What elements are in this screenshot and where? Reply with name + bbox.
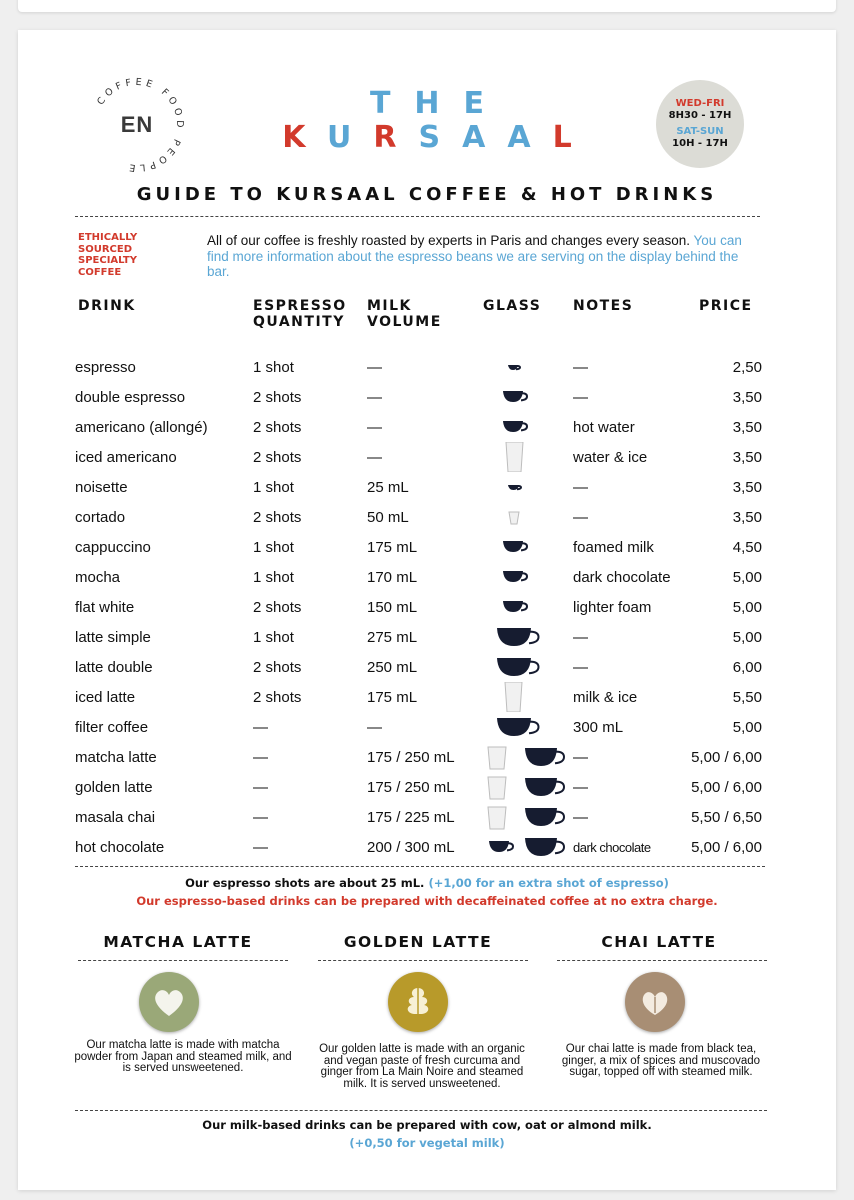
milk-volume: — xyxy=(367,359,382,376)
intro-main: All of our coffee is freshly roasted by experts in Paris and changes every season. xyxy=(207,233,691,248)
drink-price: 5,50 / 6,50 xyxy=(691,809,762,826)
table-row xyxy=(0,772,854,802)
ethically-line: ETHICALLY xyxy=(78,232,138,243)
header-espresso-line: QUANTITY xyxy=(253,314,345,330)
header-price: PRICE xyxy=(699,298,753,314)
weekday-time: 8H30 - 17H xyxy=(668,110,732,121)
vegetal-milk-note: (+0,50 for vegetal milk) xyxy=(349,1136,505,1150)
espresso-quantity: — xyxy=(253,809,268,826)
drink-name: latte double xyxy=(75,659,153,676)
drink-name: double espresso xyxy=(75,389,186,406)
drink-name: filter coffee xyxy=(75,719,149,736)
previous-page-edge xyxy=(18,0,836,12)
table-row xyxy=(0,442,854,472)
header-notes: NOTES xyxy=(573,298,634,314)
cup-icon xyxy=(502,562,531,592)
milk-volume: 150 mL xyxy=(367,599,418,616)
cup-icon xyxy=(496,712,543,742)
ethically-sourced-label xyxy=(78,232,188,278)
drink-price: 5,00 xyxy=(732,599,762,616)
milk-volume: 250 mL xyxy=(367,659,418,676)
guide-title: GUIDE TO KURSAAL COFFEE & HOT DRINKS xyxy=(136,184,718,205)
cup-icon xyxy=(524,742,568,772)
milk-volume: 170 mL xyxy=(367,569,418,586)
espresso-quantity: — xyxy=(253,779,268,796)
special-desc-matcha: Our matcha latte is made with matcha powder from Japan and steamed milk, and is served unsweetened. xyxy=(74,1039,292,1074)
espresso-quantity: 1 shot xyxy=(253,359,294,376)
drink-price: 5,00 xyxy=(732,629,762,646)
drink-price: 5,00 xyxy=(732,719,762,736)
ethically-line: SOURCED xyxy=(78,243,132,255)
matcha-latte-art-icon xyxy=(139,972,199,1032)
cup-icon xyxy=(502,412,531,442)
drink-price: 3,50 xyxy=(732,449,762,466)
drink-notes: — xyxy=(573,659,588,676)
milk-volume: 175 / 250 mL xyxy=(367,779,455,796)
table-row xyxy=(0,532,854,562)
espresso-quantity: 2 shots xyxy=(253,599,302,616)
drink-notes: 300 mL xyxy=(573,719,624,736)
espresso-quantity: 2 shots xyxy=(253,659,302,676)
table-row xyxy=(0,652,854,682)
espresso-quantity: 2 shots xyxy=(253,389,302,406)
drink-price: 6,00 xyxy=(732,659,762,676)
milk-volume: 175 mL xyxy=(367,539,418,556)
table-row xyxy=(0,712,854,742)
cup-icon xyxy=(502,532,531,562)
golden-latte-art-icon xyxy=(388,972,448,1032)
special-title-golden: GOLDEN LATTE xyxy=(343,933,493,951)
drink-notes: milk & ice xyxy=(573,689,638,706)
table-row xyxy=(0,562,854,592)
espresso-note-extra: (+1,00 for an extra shot of espresso) xyxy=(428,876,669,890)
cup-icon xyxy=(496,652,543,682)
decaf-note: Our espresso-based drinks can be prepared with decaffeinated coffee at no extra charge. xyxy=(136,894,718,908)
weekend-time: 10H - 17H xyxy=(672,138,728,149)
drink-notes: water & ice xyxy=(573,449,648,466)
drink-notes: — xyxy=(573,389,588,406)
header-espresso-line: ESPRESSO xyxy=(253,298,347,314)
drink-notes: — xyxy=(573,809,588,826)
drink-name: cortado xyxy=(75,509,126,526)
cup-icon xyxy=(502,592,531,622)
espresso-quantity: 2 shots xyxy=(253,509,302,526)
espresso-note-text: Our espresso shots are about 25 mL. xyxy=(185,876,425,890)
glass-icon xyxy=(508,502,520,532)
cup-icon xyxy=(507,352,524,382)
glass-icon xyxy=(487,772,507,802)
drink-name: hot chocolate xyxy=(75,839,165,856)
divider xyxy=(75,216,760,217)
title-line1: THE xyxy=(369,86,509,121)
divider xyxy=(75,866,765,867)
table-row xyxy=(0,472,854,502)
special-title-chai: CHAI LATTE xyxy=(601,933,717,951)
drink-notes: — xyxy=(573,749,588,766)
special-title-matcha: MATCHA LATTE xyxy=(103,933,253,951)
espresso-shot-note xyxy=(0,876,854,890)
drink-notes: — xyxy=(573,629,588,646)
intro-highlight: You can find more information about the espresso beans we are serving on the display behind the bar. xyxy=(207,233,742,279)
ethically-line: SPECIALTY xyxy=(78,255,137,266)
milk-volume: 200 / 300 mL xyxy=(367,839,455,856)
drink-notes: lighter foam xyxy=(573,599,652,616)
drink-name: iced americano xyxy=(75,449,177,466)
logo-monogram: EN xyxy=(120,112,154,137)
drink-price: 2,50 xyxy=(732,359,762,376)
ethically-line: COFFEE xyxy=(78,266,122,278)
milk-volume: — xyxy=(367,419,382,436)
drink-name: flat white xyxy=(75,599,135,616)
drink-name: cappuccino xyxy=(75,539,151,556)
drink-notes: dark chocolate xyxy=(573,840,651,855)
drink-name: matcha latte xyxy=(75,749,157,766)
header-milk xyxy=(367,298,442,330)
table-row xyxy=(0,682,854,712)
drink-price: 3,50 xyxy=(732,479,762,496)
cup-icon xyxy=(524,832,568,862)
drink-name: iced latte xyxy=(75,689,136,706)
table-row xyxy=(0,382,854,412)
divider xyxy=(75,1110,767,1111)
divider xyxy=(318,960,528,961)
title-letter: L xyxy=(552,120,594,155)
milk-volume: 175 / 250 mL xyxy=(367,749,455,766)
milk-volume: — xyxy=(367,719,382,736)
espresso-quantity: 2 shots xyxy=(253,419,302,436)
glass-icon xyxy=(487,802,507,832)
drink-notes: — xyxy=(573,479,588,496)
espresso-quantity: 1 shot xyxy=(253,479,294,496)
title-letter: R xyxy=(373,120,419,155)
opening-hours-badge xyxy=(656,80,744,168)
milk-volume: — xyxy=(367,389,382,406)
header-milk-line: MILK xyxy=(367,298,412,314)
espresso-quantity: — xyxy=(253,839,268,856)
milk-volume: 275 mL xyxy=(367,629,418,646)
milk-volume: 175 / 225 mL xyxy=(367,809,455,826)
weekend-label: SAT-SUN xyxy=(676,126,724,137)
drink-notes: foamed milk xyxy=(573,539,654,556)
special-desc-chai: Our chai latte is made from black tea, ginger, a mix of spices and muscovado sugar, topped off with steamed milk. xyxy=(561,1043,761,1078)
drink-price: 5,00 / 6,00 xyxy=(691,749,762,766)
table-row xyxy=(0,352,854,382)
milk-volume: 50 mL xyxy=(367,509,409,526)
glass-icon xyxy=(487,742,507,772)
milk-volume: 175 mL xyxy=(367,689,418,706)
drink-price: 5,00 xyxy=(732,569,762,586)
table-row xyxy=(0,592,854,622)
drink-name: americano (allongé) xyxy=(75,419,208,436)
table-row xyxy=(0,742,854,772)
drink-notes: — xyxy=(573,509,588,526)
divider xyxy=(557,960,767,961)
cup-icon xyxy=(524,802,568,832)
espresso-quantity: — xyxy=(253,719,268,736)
drink-price: 3,50 xyxy=(732,509,762,526)
glass-icon xyxy=(505,442,524,472)
drink-notes: dark chocolate xyxy=(573,569,671,586)
table-row xyxy=(0,502,854,532)
drink-notes: — xyxy=(573,359,588,376)
drink-price: 5,50 xyxy=(732,689,762,706)
cup-icon xyxy=(488,832,517,862)
table-row xyxy=(0,802,854,832)
header-glass: GLASS xyxy=(483,298,542,314)
title-letter: A xyxy=(462,120,508,155)
cup-icon xyxy=(502,382,531,412)
espresso-quantity: 1 shot xyxy=(253,629,294,646)
table-row xyxy=(0,622,854,652)
drink-notes: — xyxy=(573,779,588,796)
milk-volume: — xyxy=(367,449,382,466)
table-row xyxy=(0,832,854,862)
drink-price: 5,00 / 6,00 xyxy=(691,779,762,796)
title-letter: A xyxy=(507,120,553,155)
drink-price: 3,50 xyxy=(732,419,762,436)
drink-name: espresso xyxy=(75,359,136,376)
drink-name: latte simple xyxy=(75,629,151,646)
special-desc-golden: Our golden latte is made with an organic and vegan paste of fresh curcuma and ginger from La Main Noire and steamed milk. It is served unsweetened. xyxy=(319,1043,525,1090)
drink-price: 4,50 xyxy=(732,539,762,556)
title-letter: K xyxy=(282,120,328,155)
header-drink: DRINK xyxy=(78,298,136,314)
glass-icon xyxy=(504,682,523,712)
intro-text xyxy=(207,233,747,280)
chai-latte-art-icon xyxy=(625,972,685,1032)
cup-icon xyxy=(524,772,568,802)
milk-note: Our milk-based drinks can be prepared with cow, oat or almond milk. xyxy=(202,1118,652,1132)
cup-icon xyxy=(507,472,525,502)
header-milk-line: VOLUME xyxy=(367,314,442,330)
drink-price: 3,50 xyxy=(732,389,762,406)
espresso-quantity: 1 shot xyxy=(253,539,294,556)
drink-price: 5,00 / 6,00 xyxy=(691,839,762,856)
espresso-quantity: 2 shots xyxy=(253,449,302,466)
table-row xyxy=(0,412,854,442)
title-letter: U xyxy=(327,120,374,155)
drink-name: masala chai xyxy=(75,809,156,826)
logo-ring-text: COFFEE FOOD PEOPLE xyxy=(95,76,186,174)
milk-volume: 25 mL xyxy=(367,479,409,496)
divider xyxy=(78,960,288,961)
espresso-quantity: 1 shot xyxy=(253,569,294,586)
drink-name: golden latte xyxy=(75,779,153,796)
drink-name: mocha xyxy=(75,569,121,586)
espresso-quantity: — xyxy=(253,749,268,766)
weekday-label: WED-FRI xyxy=(675,98,725,109)
cup-icon xyxy=(496,622,543,652)
drink-notes: hot water xyxy=(573,419,635,436)
header-espresso xyxy=(253,298,347,330)
drink-name: noisette xyxy=(75,479,128,496)
espresso-quantity: 2 shots xyxy=(253,689,302,706)
title-letter: S xyxy=(418,120,463,155)
